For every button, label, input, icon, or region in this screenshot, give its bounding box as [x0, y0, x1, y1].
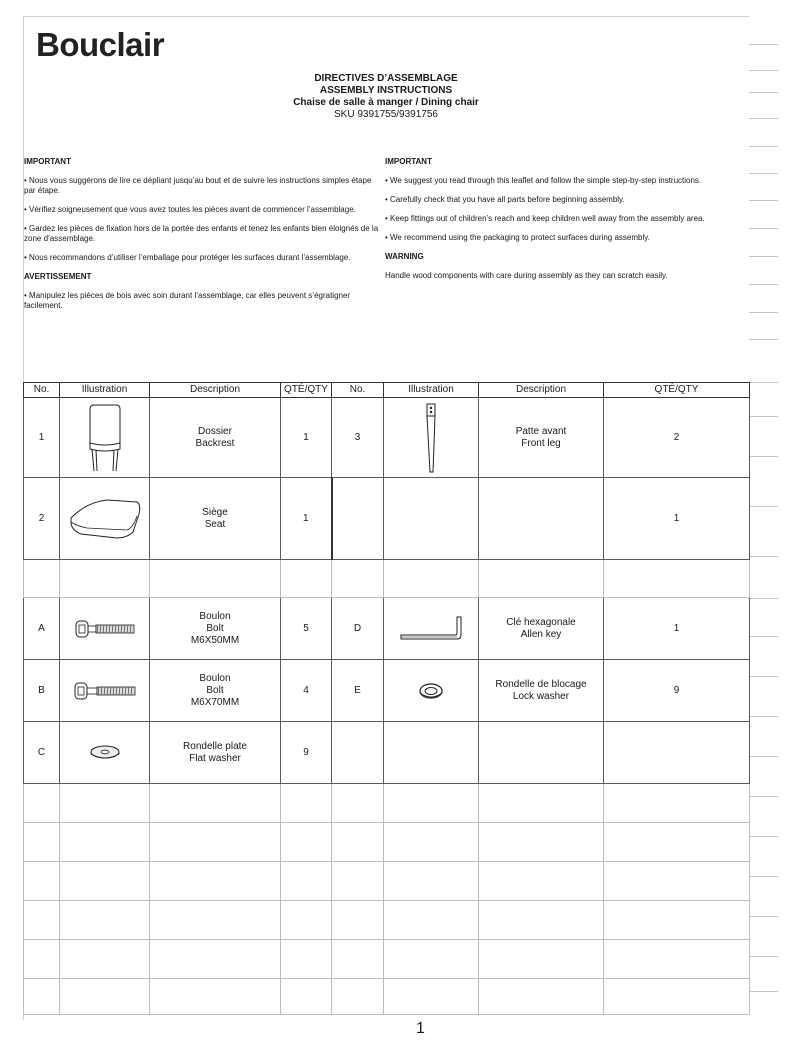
part-quantity: 9 — [604, 660, 750, 722]
important-heading-fr: IMPORTANT — [24, 157, 71, 166]
table-row — [24, 478, 750, 560]
instruction-en: • We suggest you read through this leaflet and follow the simple step-by-step instructions. — [385, 176, 702, 185]
part-number: 3 — [332, 398, 384, 478]
description-fr: Clé hexagonale — [506, 616, 576, 628]
instruction-en: • Carefully check that you have all parts before beginning assembly. — [385, 195, 625, 204]
flat-washer-icon — [88, 744, 122, 762]
lock-washer-icon — [417, 681, 445, 701]
part-illustration — [384, 598, 479, 660]
seat-icon — [67, 494, 143, 544]
part-number: E — [332, 660, 384, 722]
part-quantity: 1 — [281, 398, 332, 478]
description-size: M6X70MM — [190, 696, 240, 708]
description-fr: Boulon — [199, 610, 231, 622]
instructions-en — [385, 157, 730, 290]
title-en: ASSEMBLY INSTRUCTIONS — [319, 85, 453, 96]
empty-row — [24, 823, 750, 862]
part-quantity: 5 — [281, 598, 332, 660]
description-fr: Boulon — [199, 672, 231, 684]
part-description — [479, 660, 604, 722]
description-en: Seat — [204, 518, 226, 530]
warning-heading-fr: AVERTISSEMENT — [24, 272, 92, 281]
instruction-fr: • Nous recommandons d’utiliser l’emballage pour protéger les surfaces durant l’assemblage. — [24, 253, 351, 262]
part-illustration — [60, 598, 150, 660]
description-fr: Rondelle de blocage — [495, 678, 587, 690]
page-number: 1 — [416, 1020, 425, 1037]
part-description — [479, 398, 604, 478]
part-description — [150, 398, 281, 478]
part-quantity: 2 — [604, 398, 750, 478]
instructions-fr — [24, 157, 382, 320]
part-illustration — [60, 398, 150, 478]
important-heading-en: IMPORTANT — [385, 157, 432, 166]
col-header: QTÉ/QTY — [604, 383, 750, 398]
part-number: 2 — [24, 478, 60, 560]
empty-row — [24, 560, 750, 598]
part-quantity: 4 — [281, 660, 332, 722]
part-number — [332, 478, 384, 560]
description-size: M6X50MM — [190, 634, 240, 646]
parts-table — [23, 382, 750, 1015]
part-illustration — [384, 660, 479, 722]
part-number: A — [24, 598, 60, 660]
bolt-50-icon — [74, 619, 136, 639]
col-header: Illustration — [384, 383, 479, 398]
part-illustration — [60, 660, 150, 722]
col-header: No. — [24, 383, 60, 398]
description-en: Bolt — [206, 684, 224, 696]
col-header: QTÉ/QTY — [281, 383, 332, 398]
empty-row — [24, 979, 750, 1015]
description-en: Allen key — [520, 628, 562, 640]
description-en: Lock washer — [512, 690, 570, 702]
description-en: Front leg — [521, 437, 561, 449]
part-quantity — [604, 722, 750, 784]
empty-row — [24, 940, 750, 979]
part-illustration — [384, 478, 479, 560]
instruction-en: • We recommend using the packaging to protect surfaces during assembly. — [385, 233, 650, 242]
table-header-row — [24, 383, 750, 398]
part-description — [150, 722, 281, 784]
col-header: No. — [332, 383, 384, 398]
part-description — [150, 598, 281, 660]
part-illustration — [384, 398, 479, 478]
table-row — [24, 598, 750, 660]
part-number: C — [24, 722, 60, 784]
part-number: B — [24, 660, 60, 722]
part-description — [150, 478, 281, 560]
instruction-en: • Keep fittings out of children’s reach and keep children well away from the assembly area. — [385, 214, 705, 223]
description-fr: Rondelle plate — [183, 740, 247, 752]
title-fr: DIRECTIVES D’ASSEMBLAGE — [314, 73, 458, 84]
description-en: Flat washer — [189, 752, 241, 764]
part-description — [150, 660, 281, 722]
warning-heading-en: WARNING — [385, 252, 424, 261]
side-lines — [749, 16, 778, 1020]
front-leg-icon — [419, 402, 443, 474]
part-illustration — [60, 478, 150, 560]
part-description — [479, 722, 604, 784]
part-illustration — [384, 722, 479, 784]
part-description — [479, 478, 604, 560]
part-quantity: 1 — [604, 598, 750, 660]
empty-row — [24, 784, 750, 823]
col-header: Description — [150, 383, 281, 398]
allen-key-icon — [399, 615, 463, 643]
backrest-icon — [80, 403, 130, 473]
part-number: D — [332, 598, 384, 660]
empty-row — [24, 862, 750, 901]
description-fr: Dossier — [198, 425, 232, 437]
brand-logo: Bouclair — [36, 26, 165, 63]
warning-text-fr: • Manipulez les pièces de bois avec soin durant l’assemblage, car elles peuvent s’égratigner facilement. — [24, 291, 351, 310]
bolt-70-icon — [73, 681, 137, 701]
empty-row — [24, 901, 750, 940]
part-number — [332, 722, 384, 784]
part-quantity: 1 — [604, 478, 750, 560]
instruction-fr: • Vérifiez soigneusement que vous avez toutes les pièces avant de commencer l’assemblage. — [24, 205, 356, 214]
part-quantity: 1 — [281, 478, 332, 560]
table-row — [24, 722, 750, 784]
part-description — [479, 598, 604, 660]
table-row — [24, 660, 750, 722]
product-name: Chaise de salle à manger / Dining chair — [293, 97, 479, 108]
description-en: Bolt — [206, 622, 224, 634]
instruction-fr: • Nous vous suggérons de lire ce dépliant jusqu’au bout et de suivre les instructions simples étape par étape. — [24, 176, 372, 195]
document-header — [200, 73, 572, 121]
part-number: 1 — [24, 398, 60, 478]
col-header: Illustration — [60, 383, 150, 398]
part-illustration — [60, 722, 150, 784]
table-row — [24, 398, 750, 478]
warning-text-en: Handle wood components with care during assembly as they can scratch easily. — [385, 271, 668, 280]
instruction-fr: • Gardez les pièces de fixation hors de la portée des enfants et tenez les enfants bien éloignés de la zone d’assemblage. — [24, 224, 379, 243]
sku: SKU 9391755/9391756 — [334, 109, 438, 120]
description-fr: Siège — [202, 506, 228, 518]
description-en: Backrest — [195, 437, 235, 449]
part-quantity: 9 — [281, 722, 332, 784]
col-header: Description — [479, 383, 604, 398]
description-fr: Patte avant — [515, 425, 567, 437]
